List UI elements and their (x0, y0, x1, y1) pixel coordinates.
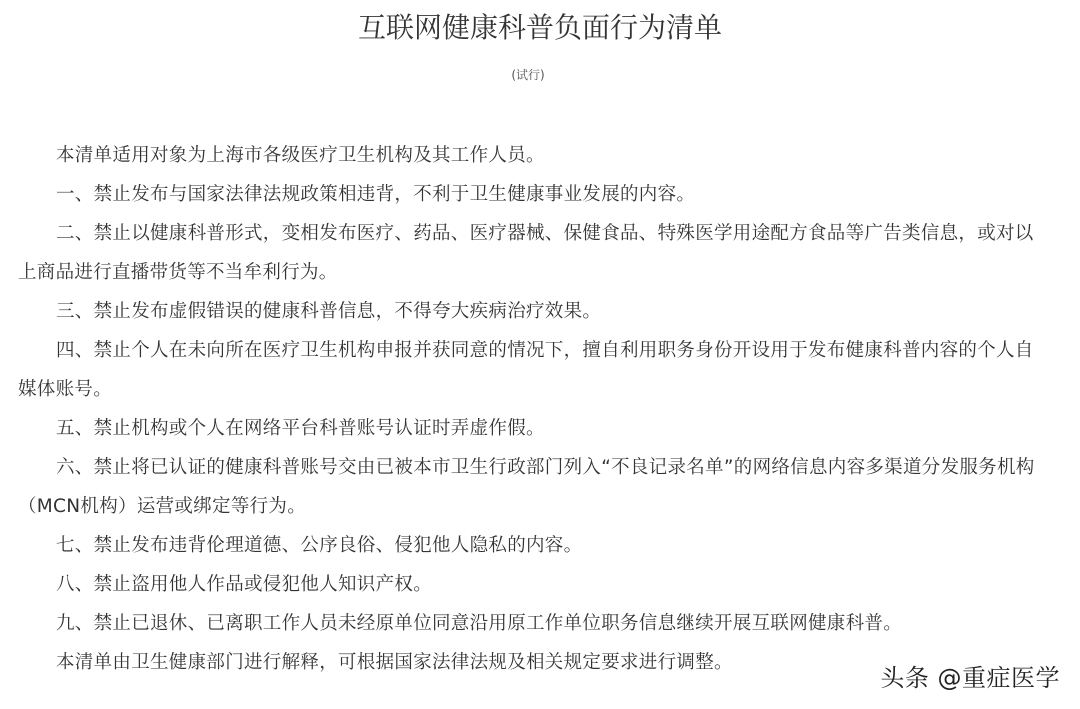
paragraph-item-8: 八、禁止盗用他人作品或侵犯他人知识产权。 (56, 574, 433, 595)
paragraph-closing: 本清单由卫生健康部门进行解释，可根据国家法律法规及相关规定要求进行调整。 (56, 652, 733, 673)
paragraph-item-4: 四、禁止个人在未向所在医疗卫生机构申报并获同意的情况下，擅自利用职务身份开设用于发布健康科普内容的个人自媒体账号。 (18, 340, 1034, 400)
watermark: 头条 @重症医学 (880, 664, 1060, 692)
paragraph-item-5: 五、禁止机构或个人在网络平台科普账号认证时弄虚作假。 (56, 418, 545, 439)
document-body (18, 136, 1048, 682)
paragraph-item-6: 六、禁止将已认证的健康科普账号交由已被本市卫生行政部门列入“不良记录名单”的网络信息内容多渠道分发服务机构（MCN机构）运营或绑定等行为。 (18, 457, 1035, 517)
paragraph-item-1: 一、禁止发布与国家法律法规政策相违背，不利于卫生健康事业发展的内容。 (56, 184, 696, 205)
paragraph-scope: 本清单适用对象为上海市各级医疗卫生机构及其工作人员。 (56, 145, 545, 166)
paragraph-item-2: 二、禁止以健康科普形式，变相发布医疗、药品、医疗器械、保健食品、特殊医学用途配方食品等广告类信息，或对以上商品进行直播带货等不当牟利行为。 (18, 223, 1034, 283)
document-title: 互联网健康科普负面行为清单 (357, 11, 722, 44)
paragraph-item-7: 七、禁止发布违背伦理道德、公序良俗、侵犯他人隐私的内容。 (56, 535, 583, 556)
paragraph-item-9: 九、禁止已退休、已离职工作人员未经原单位同意沿用原工作单位职务信息继续开展互联网健康科普。 (56, 613, 903, 634)
paragraph-item-3: 三、禁止发布虚假错误的健康科普信息，不得夸大疾病治疗效果。 (56, 301, 602, 322)
document-subtitle: (试行) (511, 68, 545, 82)
